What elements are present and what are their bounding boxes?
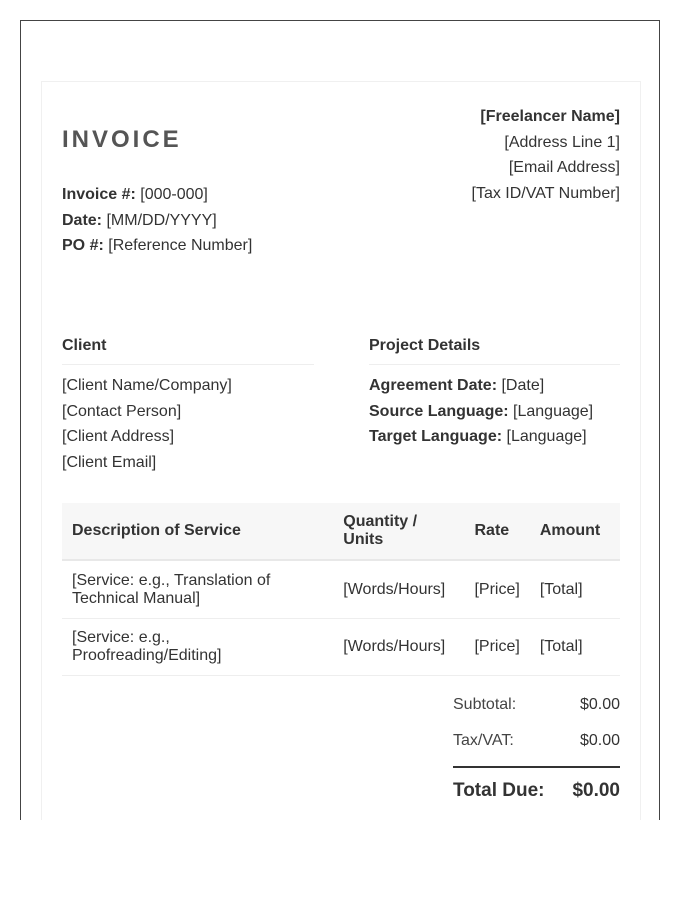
row-amount: [Total] — [530, 560, 620, 619]
target-language-line — [369, 424, 620, 450]
header-amount: Amount — [530, 503, 620, 560]
client-heading: Client — [62, 337, 314, 365]
tax-label: Tax/VAT: — [453, 732, 514, 749]
services-table — [62, 503, 620, 676]
header-description: Description of Service — [62, 503, 333, 560]
invoice-title: INVOICE — [62, 126, 182, 153]
client-email: [Client Email] — [62, 453, 157, 471]
freelancer-tax-id: [Tax ID/VAT Number] — [471, 184, 620, 202]
subtotal-value: $0.00 — [579, 696, 620, 713]
invoice-number-label: Invoice #: — [62, 186, 136, 203]
agreement-date-value: [Date] — [501, 377, 545, 394]
subtotal-label: Subtotal: — [453, 696, 517, 713]
total-due-label: Total Due: — [453, 780, 545, 801]
invoice-po-line — [62, 233, 252, 259]
source-language-label: Source Language: — [369, 402, 509, 420]
agreement-date-line — [369, 373, 620, 399]
document-frame — [20, 20, 660, 820]
invoice-date-line — [62, 208, 252, 234]
agreement-date-label: Agreement Date: — [369, 377, 498, 394]
subtotal-row — [453, 694, 620, 730]
freelancer-name: [Freelancer Name] — [480, 108, 620, 125]
target-language-label: Target Language: — [369, 428, 503, 445]
row-rate: [Price] — [464, 560, 529, 619]
total-due-row — [453, 766, 620, 802]
source-language-value: [Language] — [513, 402, 594, 420]
tax-row — [453, 730, 620, 766]
table-header-row — [62, 503, 620, 560]
header-quantity: Quantity / Units — [333, 503, 464, 560]
client-contact: [Contact Person] — [62, 402, 182, 420]
invoice-number-line — [62, 182, 252, 208]
row-quantity: [Words/Hours] — [333, 619, 464, 676]
tax-value: $0.00 — [579, 732, 620, 749]
project-details — [369, 373, 620, 450]
invoice-po-value: [Reference Number] — [108, 237, 253, 254]
client-details — [62, 373, 314, 475]
freelancer-email: [Email Address] — [508, 159, 620, 176]
row-description: [Service: e.g., Translation of Technical Manual] — [62, 560, 333, 619]
client-section — [62, 337, 314, 475]
table-row — [62, 560, 620, 619]
freelancer-address: [Address Line 1] — [504, 133, 620, 151]
table-row — [62, 619, 620, 676]
freelancer-block — [472, 104, 620, 206]
source-language-line — [369, 399, 620, 425]
row-description: [Service: e.g., Proofreading/Editing] — [62, 619, 333, 676]
project-heading: Project Details — [369, 337, 620, 365]
project-section — [369, 337, 620, 450]
row-rate: [Price] — [464, 619, 529, 676]
invoice-meta — [62, 182, 252, 259]
invoice-paper — [41, 81, 641, 820]
invoice-date-label: Date: — [62, 211, 103, 229]
totals-block — [453, 694, 620, 802]
header-rate: Rate — [464, 503, 529, 560]
target-language-value: [Language] — [506, 428, 587, 445]
total-due-value: $0.00 — [572, 780, 620, 801]
client-name: [Client Name/Company] — [62, 377, 232, 394]
invoice-po-label: PO #: — [62, 237, 104, 254]
row-amount: [Total] — [530, 619, 620, 676]
invoice-date-value: [MM/DD/YYYY] — [106, 211, 217, 229]
row-quantity: [Words/Hours] — [333, 560, 464, 619]
invoice-number-value: [000-000] — [140, 186, 208, 203]
client-address: [Client Address] — [62, 428, 175, 445]
